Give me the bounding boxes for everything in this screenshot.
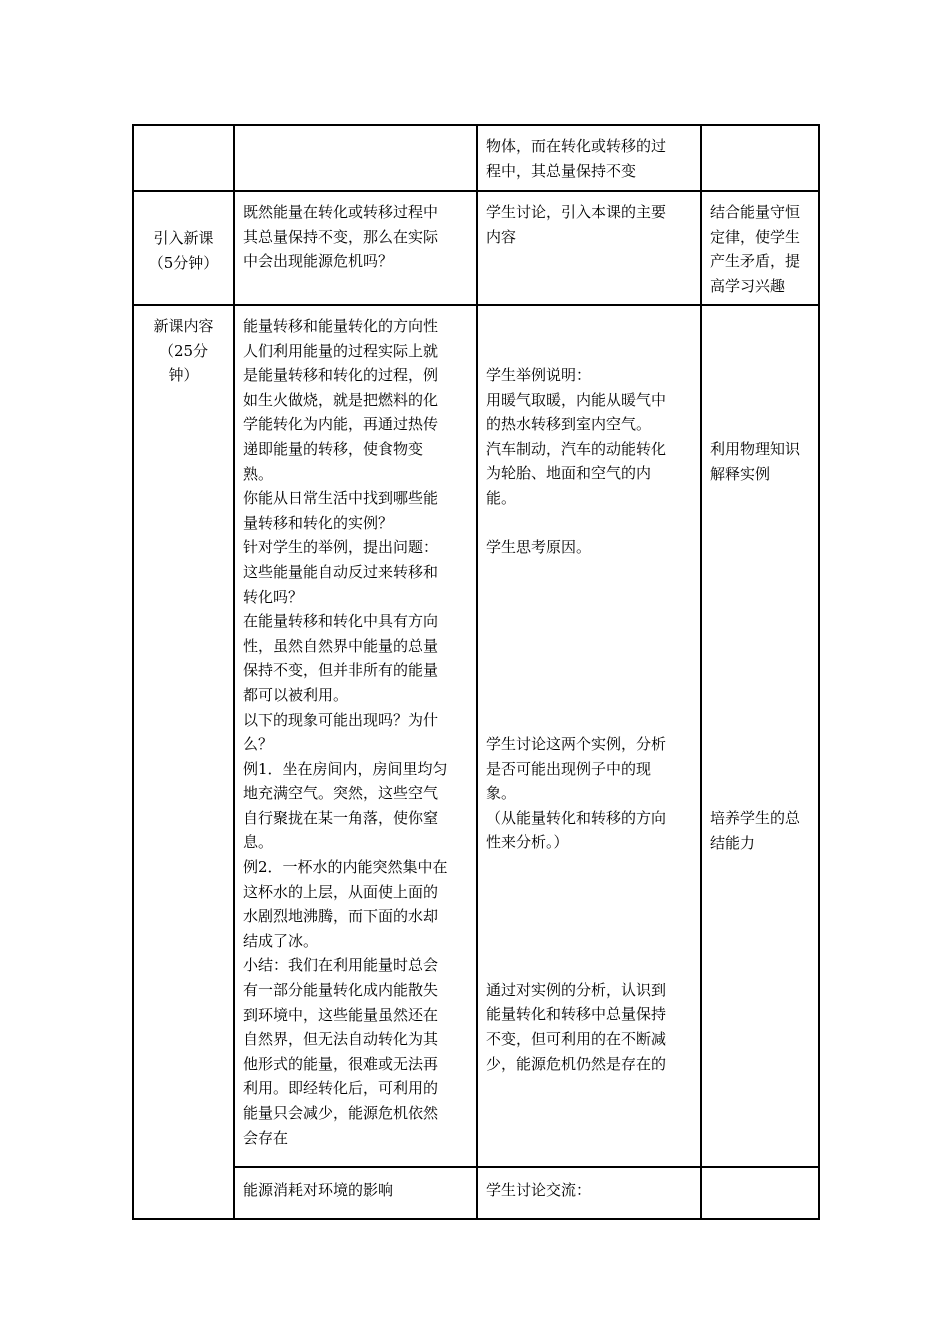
- design-intent-cell: [701, 1167, 819, 1219]
- text-line: 量转移和转化的实例？: [243, 513, 394, 532]
- text-line: 用暖气取暖，内能从暖气中: [486, 390, 667, 409]
- text-line: 少，能源危机仍然是存在的: [486, 1054, 667, 1073]
- text-line: 通过对实例的分析，认识到: [486, 980, 667, 999]
- text-line: 能量转化和转移中总量保持: [486, 1005, 667, 1024]
- text-line: 以下的现象可能出现吗？为什: [243, 710, 439, 729]
- text-line: 这杯水的上层，从面使上面的: [243, 882, 439, 901]
- text-line: 能。: [486, 488, 517, 507]
- student-activity-cell: [477, 1167, 701, 1219]
- spacer: [710, 511, 810, 536]
- text-line: 其总量保持不变，那么在实际: [243, 227, 439, 246]
- text-line: 性来分析。）: [486, 833, 569, 852]
- text-line: 象。: [486, 784, 517, 803]
- spacer: [486, 953, 692, 978]
- phase-label: 引入新课: [153, 229, 214, 247]
- student-activity-cell: [477, 191, 701, 305]
- text-line: 学生讨论，引入本课的主要: [486, 203, 667, 221]
- text-line: 结成了冰。: [243, 931, 319, 950]
- text-line: 有一部分能量转化成内能散失: [243, 981, 439, 1000]
- spacer: [710, 658, 810, 683]
- text-line: 解释实例: [710, 464, 771, 483]
- spacer: [710, 634, 810, 659]
- text-line: 到环境中，这些能量虽然还在: [243, 1005, 439, 1024]
- text-line: 例1．坐在房间内，房间里均匀: [243, 759, 448, 778]
- text-line: 学生思考原因。: [486, 538, 592, 557]
- text-line: 既然能量在转化或转移过程中: [243, 203, 439, 221]
- text-line: 利用。即经转化后，可利用的: [243, 1079, 439, 1098]
- spacer: [710, 585, 810, 610]
- spacer: [486, 560, 692, 585]
- spacer: [710, 757, 810, 782]
- text-line: 物体，而在转化或转移的过: [486, 137, 667, 155]
- phase-duration: （25分: [158, 341, 209, 360]
- text-line: 为轮胎、地面和空气的内: [486, 464, 652, 483]
- text-line: 例2．一杯水的内能突然集中在: [243, 858, 448, 877]
- text-line: （从能量转化和转移的方向: [486, 808, 667, 827]
- text-line: 这些能量能自动反过来转移和: [243, 562, 439, 581]
- text-line: 高学习兴趣: [710, 276, 786, 295]
- text-line: 能源消耗对环境的影响: [243, 1181, 394, 1199]
- text-line: 产生矛盾，提: [710, 252, 801, 271]
- text-line: 学生讨论交流：: [486, 1181, 592, 1199]
- spacer: [486, 584, 692, 609]
- table-row: [133, 191, 819, 305]
- phase-cell: [133, 125, 234, 191]
- text-line: 自然界，但无法自动转化为其: [243, 1030, 439, 1049]
- phase-duration: （5分钟）: [148, 253, 219, 272]
- text-line: 是否可能出现例子中的现: [486, 759, 652, 778]
- text-line: 内容: [486, 227, 517, 246]
- spacer: [710, 781, 810, 806]
- text-line: 学能转化为内能，再通过热传: [243, 415, 439, 434]
- text-line: 定律，使学生: [710, 227, 801, 246]
- text-line: 培养学生的总: [710, 808, 801, 827]
- table-row: [133, 125, 819, 191]
- text-line: 息。: [243, 833, 274, 852]
- design-intent-cell: [701, 305, 819, 1167]
- text-line: 学生举例说明：: [486, 366, 592, 384]
- spacer: [486, 511, 692, 536]
- table-row: [133, 1167, 819, 1219]
- text-line: 地充满空气。突然，这些空气: [243, 784, 439, 803]
- design-intent-cell: [701, 125, 819, 191]
- spacer: [710, 683, 810, 708]
- phase-cell: [133, 191, 234, 305]
- phase-label: 新课内容: [153, 317, 214, 335]
- teacher-activity-cell: [234, 125, 477, 191]
- text-line: 中会出现能源危机吗？: [243, 252, 394, 271]
- spacer: [486, 658, 692, 683]
- spacer: [486, 609, 692, 634]
- text-line: 是能量转移和转化的过程，例: [243, 366, 439, 385]
- text-line: 会存在: [243, 1128, 289, 1147]
- teacher-activity-cell: [234, 305, 477, 1167]
- phase-cell: [133, 305, 234, 1219]
- text-line: 如生火做烧，就是把燃料的化: [243, 390, 439, 409]
- teacher-activity-cell: [234, 191, 477, 305]
- design-intent-cell: [701, 191, 819, 305]
- text-line: 你能从日常生活中找到哪些能: [243, 489, 439, 508]
- text-line: 不变，但可利用的在不断减: [486, 1030, 667, 1049]
- text-line: 都可以被利用。: [243, 685, 349, 704]
- spacer: [710, 708, 810, 733]
- text-line: 利用物理知识: [710, 440, 801, 458]
- spacer: [486, 929, 692, 954]
- text-line: 递即能量的转移，使食物变: [243, 439, 424, 458]
- lesson-plan-table: [132, 124, 820, 1220]
- text-line: 转化吗？: [243, 587, 304, 606]
- spacer: [486, 855, 692, 880]
- spacer: [710, 560, 810, 585]
- text-line: 自行聚拢在某一角落，使你窒: [243, 808, 439, 827]
- spacer: [710, 535, 810, 560]
- text-line: 学生讨论这两个实例，分析: [486, 734, 667, 753]
- student-activity-cell: [477, 305, 701, 1167]
- text-line: 程中，其总量保持不变: [486, 161, 637, 180]
- text-line: 针对学生的举例，提出问题：: [243, 538, 439, 557]
- spacer: [710, 732, 810, 757]
- spacer: [486, 683, 692, 708]
- text-line: 汽车制动，汽车的动能转化: [486, 439, 667, 458]
- text-line: 熟。: [243, 464, 274, 483]
- spacer: [486, 879, 692, 904]
- text-line: 保持不变，但并非所有的能量: [243, 661, 439, 680]
- spacer: [486, 634, 692, 659]
- text-line: 小结：我们在利用能量时总会: [243, 956, 439, 975]
- text-line: 人们利用能量的过程实际上就: [243, 341, 439, 360]
- text-line: 的热水转移到室内空气。: [486, 415, 652, 434]
- text-line: 性，虽然自然界中能量的总量: [243, 636, 439, 655]
- table-row: [133, 305, 819, 1167]
- spacer: [710, 486, 810, 511]
- text-line: 么？: [243, 735, 274, 754]
- text-line: 水剧烈地沸腾，而下面的水却: [243, 907, 439, 926]
- spacer: [486, 904, 692, 929]
- student-activity-cell: [477, 125, 701, 191]
- text-line: 结能力: [710, 833, 756, 852]
- text-line: 在能量转移和转化中具有方向: [243, 612, 439, 631]
- phase-duration: 钟）: [168, 366, 199, 385]
- text-line: 结合能量守恒: [710, 203, 801, 221]
- text-line: 能量转移和能量转化的方向性: [243, 317, 439, 335]
- text-line: 能量只会减少，能源危机依然: [243, 1104, 439, 1122]
- teacher-activity-cell: [234, 1167, 477, 1219]
- spacer: [710, 609, 810, 634]
- spacer: [486, 707, 692, 732]
- text-line: 他形式的能量，很难或无法再: [243, 1054, 439, 1073]
